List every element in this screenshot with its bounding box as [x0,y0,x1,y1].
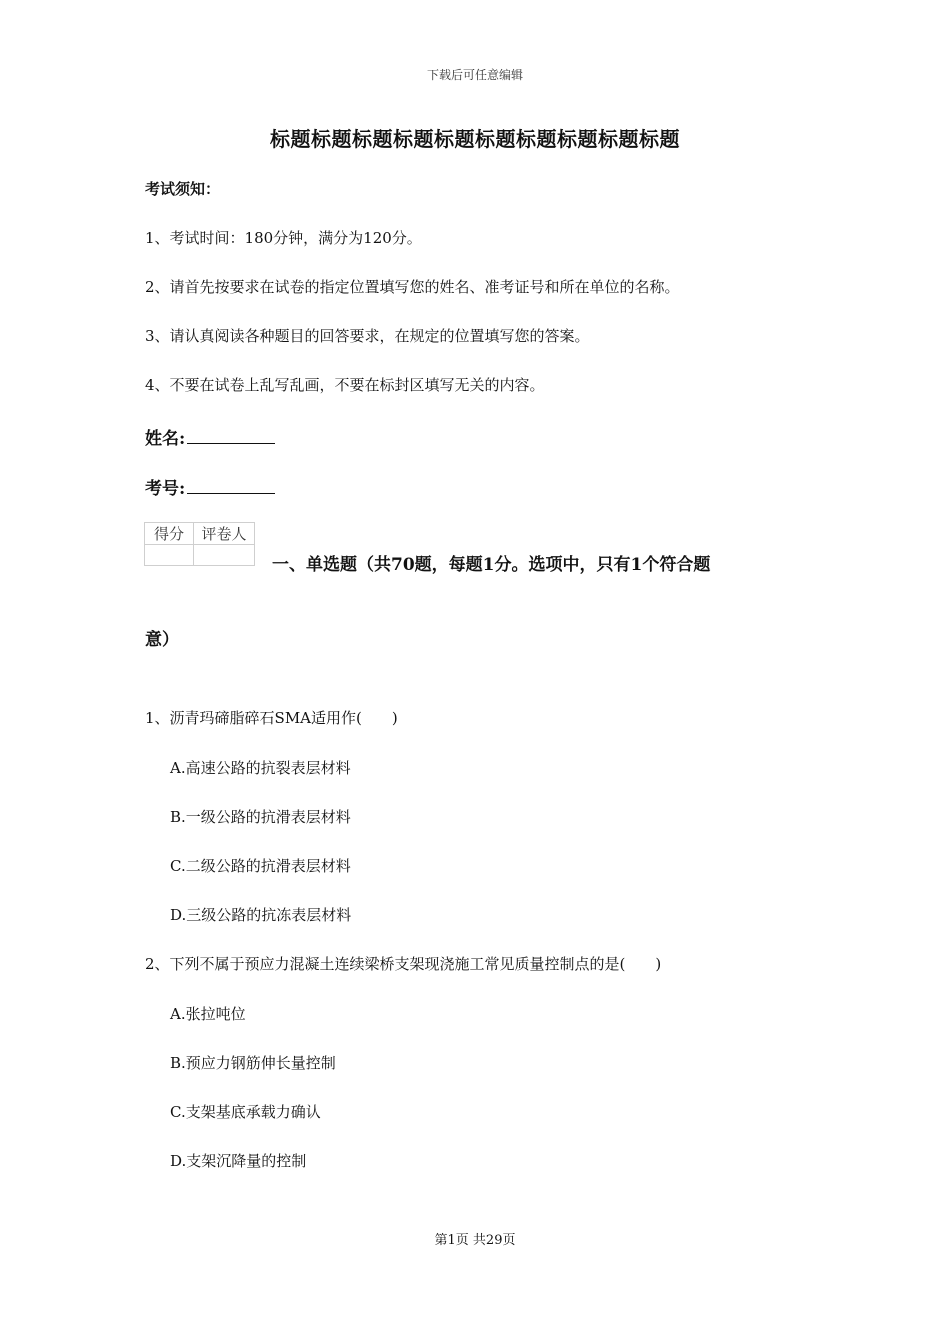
header-note: 下载后可任意编辑 [426,68,523,82]
answer-option[interactable]: B.一级公路的抗滑表层材料 [170,808,351,826]
name-blank[interactable] [187,427,275,444]
notice-heading: 考试须知： [145,180,221,198]
page-number: 第1页 共29页 [434,1233,516,1248]
notice-item: 2、请首先按要求在试卷的指定位置填写您的姓名、准考证号和所在单位的名称。 [145,278,680,296]
score-cell[interactable] [145,545,194,566]
answer-option[interactable]: A.高速公路的抗裂表层材料 [170,759,351,777]
notice-item: 3、请认真阅读各种题目的回答要求，在规定的位置填写您的答案。 [145,327,590,345]
section-title: 一、单选题（共70题，每题1分。选项中，只有1个符合题 [272,555,711,575]
name-label: 姓名: [145,429,186,449]
answer-option[interactable]: C.支架基底承载力确认 [170,1103,321,1121]
section-title-continued: 意） [145,630,179,650]
answer-option[interactable]: D.三级公路的抗冻表层材料 [170,906,352,924]
grader-header: 评卷人 [194,523,255,545]
exam-id-label: 考号: [145,479,186,499]
notice-item: 4、不要在试卷上乱写乱画，不要在标封区填写无关的内容。 [145,376,545,394]
score-table [144,522,255,566]
grader-cell[interactable] [194,545,255,566]
name-field [145,424,275,449]
exam-id-field [145,474,275,499]
question-stem: 1、沥青玛碲脂碎石SMA适用作( ) [145,709,398,727]
answer-option[interactable]: D.支架沉降量的控制 [170,1152,307,1170]
document-title: 标题标题标题标题标题标题标题标题标题标题 [270,127,680,151]
exam-id-blank[interactable] [187,477,275,494]
question-stem: 2、下列不属于预应力混凝土连续梁桥支架现浇施工常见质量控制点的是( ) [145,955,662,973]
score-header: 得分 [145,523,194,545]
notice-item: 1、考试时间：180分钟，满分为120分。 [145,229,422,247]
answer-option[interactable]: A.张拉吨位 [170,1005,246,1023]
answer-option[interactable]: C.二级公路的抗滑表层材料 [170,857,351,875]
answer-option[interactable]: B.预应力钢筋伸长量控制 [170,1054,336,1072]
